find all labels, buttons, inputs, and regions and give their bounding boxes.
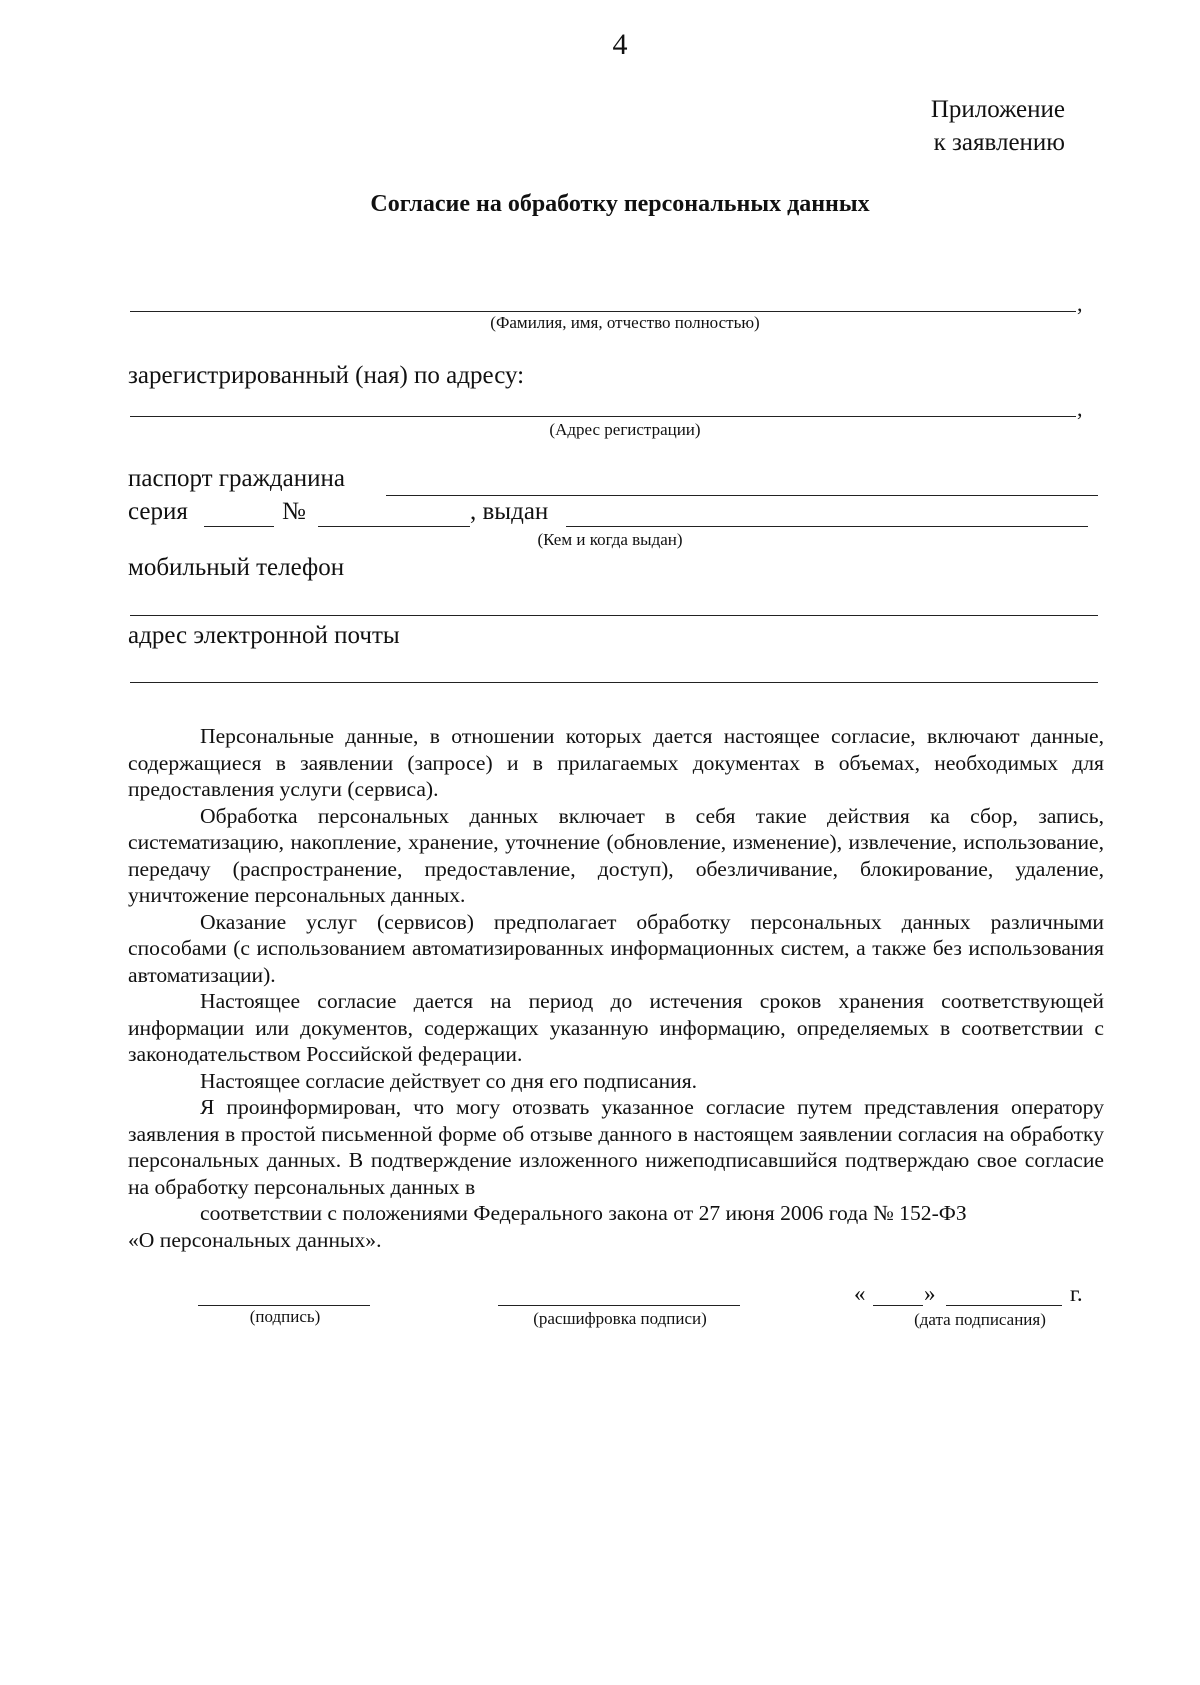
fio-caption: (Фамилия, имя, отчество полностью) [490, 313, 760, 332]
date-day-field[interactable] [873, 1305, 923, 1306]
paragraph-law-reference: соответствии с положениями Федерального закона от 27 июня 2006 года № 152-ФЗ [200, 1201, 967, 1225]
paragraph-effective: Настоящее согласие действует со дня его подписания. [200, 1068, 698, 1093]
signature-caption: (подпись) [249, 1307, 321, 1326]
date-month-field[interactable] [946, 1305, 1062, 1306]
fio-comma: , [1077, 291, 1083, 316]
document-title: Согласие на обработку персональных данных [370, 191, 870, 217]
phone-field[interactable] [130, 615, 1098, 616]
address-label: зарегистрированный (ная) по адресу: [128, 362, 525, 389]
issued-label: , выдан [470, 498, 549, 525]
phone-label: мобильный телефон [128, 554, 345, 581]
passport-citizenship-field[interactable] [386, 495, 1098, 496]
signature-transcript-field[interactable] [498, 1305, 740, 1306]
paragraph-scope: Персональные данные, в отношении которых дается настоящее согласие, включают данные, содержащиеся в заявлении (запросе) и в прилагаемых документах в объемах, необходимых для предоставления услуги (сервиса). [128, 724, 1104, 801]
number-sign: № [282, 498, 306, 525]
page-number: 4 [612, 28, 628, 61]
issued-field[interactable] [566, 526, 1088, 527]
appendix-note [931, 93, 1065, 159]
address-field[interactable] [130, 416, 1076, 417]
paragraph-processing-actions: Обработка персональных данных включает в себя такие действия ка сбор, запись, систематизацию, накопление, хранение, уточнение (обновление, изменение), извлечение, использование, передачу (распространение, предоставление, доступ), обезличивание, блокирование, удаление, уничтожение персональных данных. [128, 803, 1104, 907]
date-quote-open: « [854, 1281, 866, 1306]
date-year-suffix: г. [1070, 1281, 1083, 1306]
paragraph-period: Настоящее согласие дается на период до истечения сроков хранения соответствующей информации или документов, содержащих указанную информацию, определяемых в соответствии с законодательством Российской федерации. [128, 989, 1104, 1066]
issued-caption: (Кем и когда выдан) [537, 530, 683, 549]
paragraph-methods: Оказание услуг (сервисов) предполагает обработку персональных данных различными способами (с использованием автоматизированных информационных систем, а также без использования автоматизации). [128, 909, 1104, 987]
signature-transcript-caption: (расшифровка подписи) [533, 1309, 707, 1328]
appendix-line-1: Приложение [930, 96, 1065, 123]
consent-body [128, 723, 1104, 1253]
appendix-line-2: к заявлению [933, 129, 1065, 156]
fio-field[interactable] [130, 311, 1076, 312]
passport-label: паспорт гражданина [128, 465, 345, 492]
paragraph-revocation: Я проинформирован, что могу отозвать указанное согласие путем представления оператору заявления в простой письменной форме об отзыве данного в настоящем заявлении согласия на обработку персональных данных. В подтверждение изложенного нижеподписавшийся подтверждаю свое согласие на обработку персональных данных в [128, 1095, 1104, 1199]
address-caption: (Адрес регистрации) [549, 420, 701, 439]
email-label: адрес электронной почты [128, 622, 400, 649]
number-field[interactable] [318, 526, 470, 527]
series-field[interactable] [204, 526, 274, 527]
paragraph-law-title: «О персональных данных». [128, 1227, 382, 1252]
date-caption: (дата подписания) [914, 1310, 1046, 1329]
signature-field[interactable] [198, 1305, 370, 1306]
date-quote-close: » [924, 1281, 936, 1306]
email-field[interactable] [130, 682, 1098, 683]
address-comma: , [1077, 396, 1083, 421]
series-label: серия [128, 498, 188, 525]
